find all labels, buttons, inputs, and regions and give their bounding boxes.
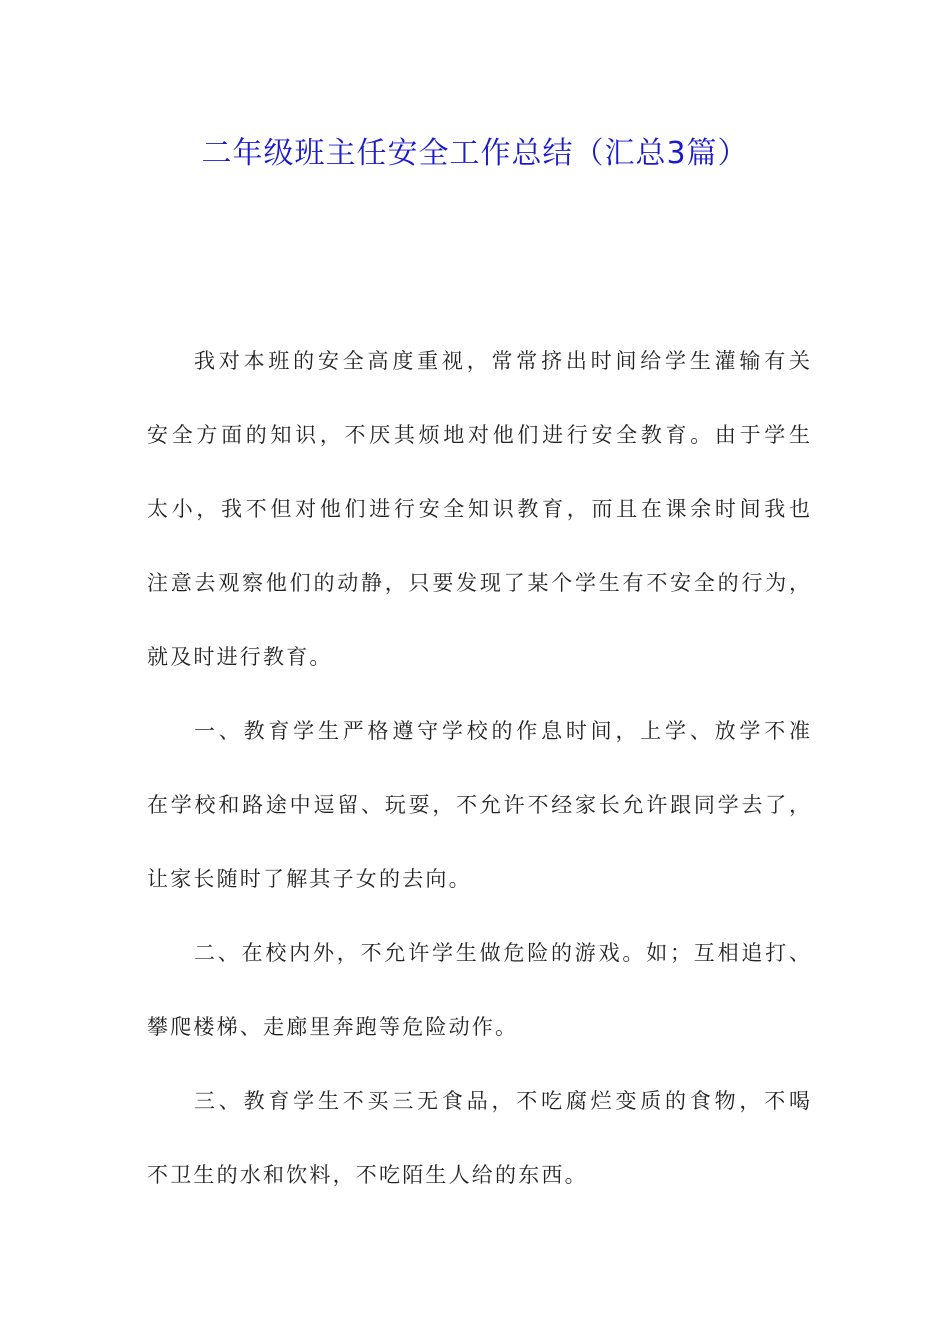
document-title: 二年级班主任安全工作总结（汇总3篇） (201, 136, 749, 171)
paragraph-line: 注意去观察他们的动静，只要发现了某个学生有不安全的行为， (147, 571, 810, 595)
paragraph-line: 在学校和路途中逗留、玩耍，不允许不经家长允许跟同学去了， (147, 793, 810, 817)
paragraph-line: 一、教育学生严格遵守学校的作息时间，上学、放学不准 (194, 719, 810, 743)
paragraph-line: 三、教育学生不买三无食品，不吃腐烂变质的食物，不喝 (194, 1089, 810, 1113)
paragraph-line: 不卫生的水和饮料，不吃陌生人给的东西。 (147, 1163, 588, 1187)
paragraph-line: 就及时进行教育。 (147, 645, 333, 669)
paragraph-line: 我对本班的安全高度重视，常常挤出时间给学生灌输有关 (194, 349, 810, 373)
paragraph-line: 二、在校内外，不允许学生做危险的游戏。如；互相追打、 (194, 941, 810, 965)
paragraph-line: 让家长随时了解其子女的去向。 (147, 867, 472, 891)
paragraph-line: 太小，我不但对他们进行安全知识教育，而且在课余时间我也 (147, 497, 810, 521)
document-body (147, 336, 810, 1224)
paragraph-line: 安全方面的知识，不厌其烦地对他们进行安全教育。由于学生 (147, 423, 810, 447)
paragraph-line: 攀爬楼梯、走廊里奔跑等危险动作。 (147, 1015, 519, 1039)
